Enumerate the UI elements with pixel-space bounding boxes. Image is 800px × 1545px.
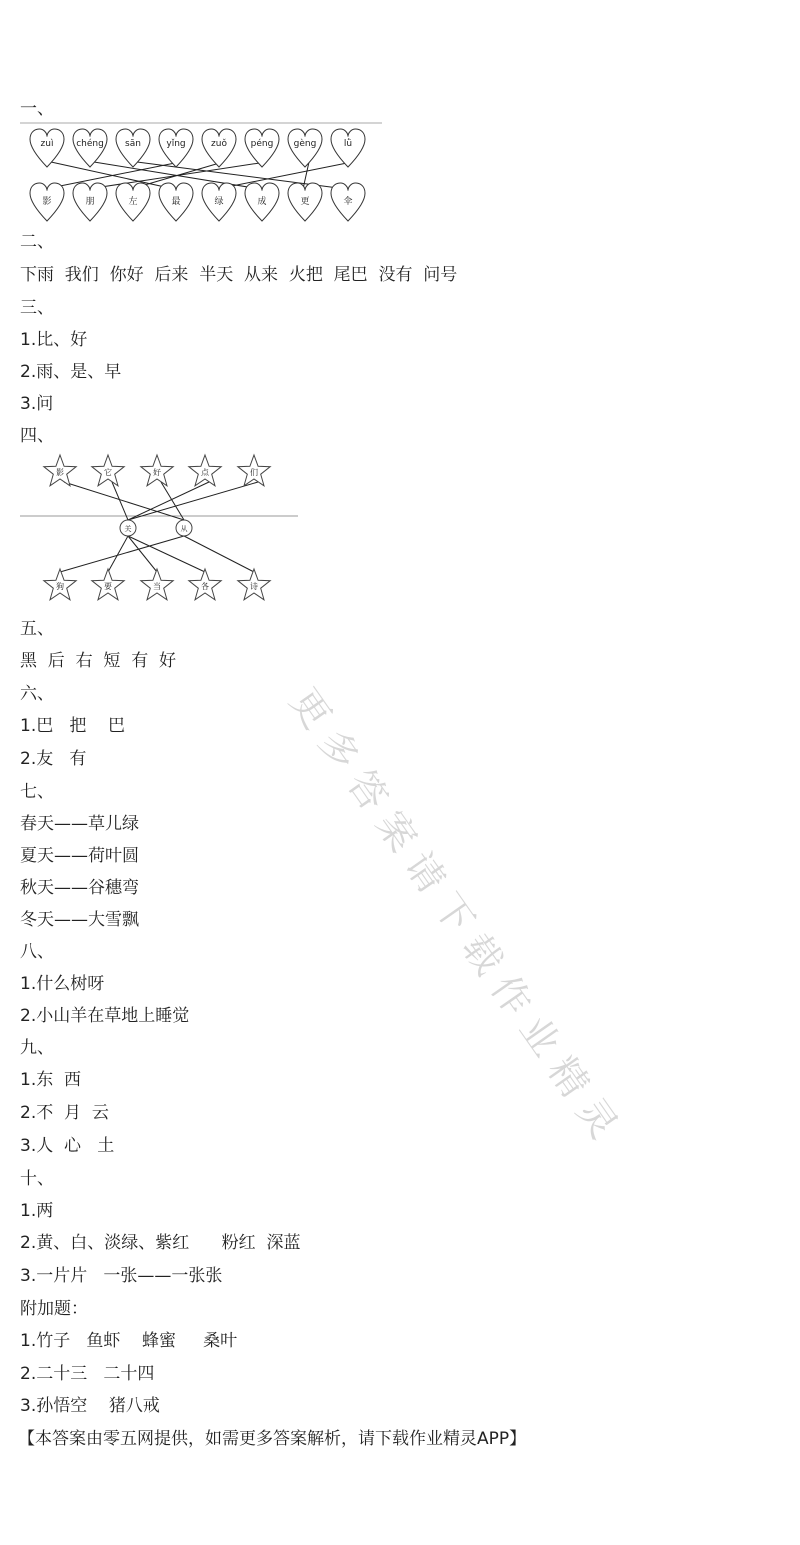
- section-7-item-3: 秋天——谷穗弯: [20, 878, 139, 898]
- heart-top-5: [202, 129, 236, 167]
- heart-pinyin: zuì: [40, 139, 54, 149]
- heart-bottom-6: [245, 183, 279, 221]
- star-link-bottom-3: [128, 536, 157, 572]
- heart-top-2: [73, 129, 107, 167]
- extra-item-2: 2.二十三 二十四: [20, 1364, 155, 1384]
- section-8-item-1: 1.什么树呀: [20, 974, 105, 994]
- section-8-title: 八、: [20, 942, 54, 962]
- star-char: 好: [153, 468, 161, 477]
- heart-char: 左: [128, 197, 138, 207]
- extra-title: 附加题：: [20, 1299, 88, 1319]
- heart-matching-svg: [20, 122, 385, 228]
- star-middle-1: [120, 520, 136, 536]
- star-bottom-5: [238, 569, 270, 600]
- section-3-title: 三、: [20, 298, 54, 318]
- star-top-3: [141, 455, 173, 486]
- extra-item-1: 1.竹子 鱼虾 蜂蜜 桑叶: [20, 1331, 238, 1351]
- heart-top-7: [288, 129, 322, 167]
- star-bottom-2: [92, 569, 124, 600]
- section-9-item-1: 1.东 西: [20, 1070, 82, 1090]
- star-char: 影: [56, 468, 64, 477]
- section-1-title: 一、: [20, 99, 54, 119]
- heart-top-3: [116, 129, 150, 167]
- section-7-title: 七、: [20, 782, 54, 802]
- star-bottom-1: [44, 569, 76, 600]
- section-10-item-3: 3.一片片 一张——一张张: [20, 1266, 223, 1286]
- section-2-title: 二、: [20, 232, 54, 252]
- heart-pinyin: lǜ: [343, 139, 353, 149]
- section-6-item-1: 1.巴 把 巴: [20, 716, 126, 736]
- star-link-top-4: [128, 482, 209, 520]
- heart-bottom-4: [159, 183, 193, 221]
- heart-bottom-8: [331, 183, 365, 221]
- star-link-top-5: [128, 482, 258, 520]
- heart-pinyin: gèng: [293, 139, 317, 149]
- section-3-item-2: 2.雨、是、早: [20, 362, 122, 382]
- heart-bottom-7: [288, 183, 322, 221]
- heart-char: 更: [300, 197, 310, 207]
- heart-char: 成: [257, 197, 267, 207]
- star-char: 各: [201, 582, 209, 591]
- section-7-item-2: 夏天——荷叶圆: [20, 846, 139, 866]
- heart-char: 影: [42, 197, 52, 207]
- heart-char: 绿: [214, 197, 224, 207]
- star-top-5: [238, 455, 270, 486]
- section-10-item-2: 2.黄、白、淡绿、紫红 粉红 深蓝: [20, 1233, 301, 1253]
- section-9-item-2: 2.不 月 云: [20, 1103, 109, 1123]
- heart-bottom-1: [30, 183, 64, 221]
- star-top-1: [44, 455, 76, 486]
- star-char: 要: [104, 582, 112, 591]
- section-6-item-2: 2.友 有: [20, 749, 87, 769]
- heart-top-8: [331, 129, 365, 167]
- star-link-bottom-2: [108, 536, 128, 572]
- heart-char: 伞: [343, 197, 353, 207]
- heart-top-4: [159, 129, 193, 167]
- heart-top-1: [30, 129, 64, 167]
- star-char: 们: [250, 468, 258, 477]
- section-10-title: 十、: [20, 1169, 54, 1189]
- heart-char: 朋: [85, 197, 95, 207]
- star-bottom-3: [141, 569, 173, 600]
- watermark: 更多答案请下载作业精灵: [281, 680, 633, 1157]
- star-link-top-1: [64, 482, 184, 520]
- footer-note: 【本答案由零五网提供，如需更多答案解析，请下载作业精灵APP】: [18, 1429, 527, 1449]
- heart-char: 最: [171, 197, 181, 207]
- section-9-item-3: 3.人 心 土: [20, 1136, 115, 1156]
- section-6-title: 六、: [20, 684, 54, 704]
- star-top-4: [189, 455, 221, 486]
- heart-bottom-3: [116, 183, 150, 221]
- star-char: 诗: [250, 582, 258, 591]
- star-char: 狗: [56, 582, 64, 591]
- middle-char: 从: [180, 525, 188, 533]
- section-5-words: 黑 后 右 短 有 好: [20, 651, 177, 671]
- star-middle-2: [176, 520, 192, 536]
- section-4-title: 四、: [20, 426, 54, 446]
- extra-item-3: 3.孙悟空 猪八戒: [20, 1396, 160, 1416]
- section-3-item-3: 3.问: [20, 394, 54, 414]
- middle-char: 关: [124, 525, 132, 533]
- star-bottom-4: [189, 569, 221, 600]
- heart-pinyin: chéng: [76, 139, 104, 149]
- section-8-item-2: 2.小山羊在草地上睡觉: [20, 1006, 190, 1026]
- section-7-item-4: 冬天——大雪飘: [20, 910, 139, 930]
- star-matching-figure: [20, 450, 300, 614]
- heart-bottom-2: [73, 183, 107, 221]
- star-char: 点: [201, 468, 209, 477]
- heart-bottom-5: [202, 183, 236, 221]
- star-char: 当: [153, 582, 161, 591]
- heart-top-6: [245, 129, 279, 167]
- section-5-title: 五、: [20, 619, 54, 639]
- heart-pinyin: yǐng: [166, 139, 186, 149]
- section-2-words: 下雨 我们 你好 后来 半天 从来 火把 尾巴 没有 问号: [20, 265, 458, 285]
- heart-pinyin: zuǒ: [211, 139, 227, 149]
- star-char: 它: [104, 468, 112, 477]
- section-3-item-1: 1.比、好: [20, 330, 88, 350]
- heart-pinyin: sān: [125, 139, 141, 149]
- heart-pinyin: péng: [250, 139, 274, 149]
- section-9-title: 九、: [20, 1038, 54, 1058]
- section-7-item-1: 春天——草儿绿: [20, 814, 139, 834]
- star-matching-svg: [20, 450, 300, 610]
- section-10-item-1: 1.两: [20, 1201, 54, 1221]
- heart-matching-figure: [20, 122, 385, 232]
- star-top-2: [92, 455, 124, 486]
